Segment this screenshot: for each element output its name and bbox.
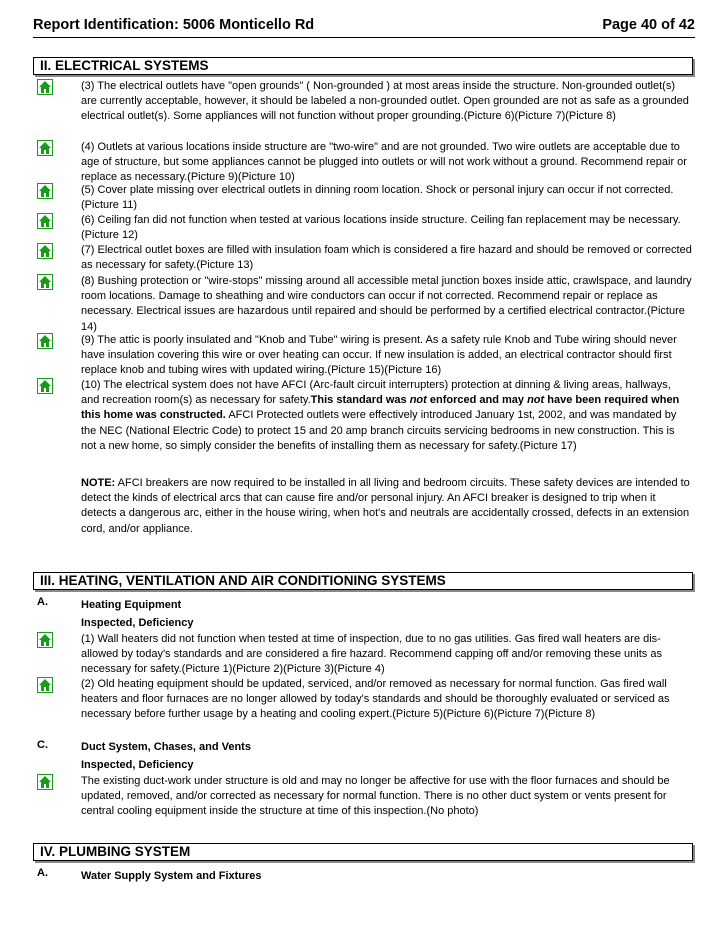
section-header-plumbing: IV. PLUMBING SYSTEM <box>33 843 693 861</box>
electrical-item-6: (6) Ceiling fan did not function when tested at various locations inside structure. Ceiling fan replacement may be necessary.(Picture 12) <box>81 214 681 242</box>
duct-status: Inspected, Deficiency <box>81 759 194 771</box>
house-icon <box>37 378 53 394</box>
house-icon <box>37 677 53 693</box>
electrical-item-4: (4) Outlets at various locations inside structure are "two-wire" and are not grounded. Two wire outlets are acceptable due to age of structure, but some appliances cannot be plugged into outlets or will not work without a ground. Recommend repair or replace as necessary.(Picture 9)(Picture 10) <box>81 141 687 184</box>
house-icon <box>37 140 53 156</box>
note-text: AFCI breakers are now required to be installed in all living and bedroom circuits. These safety devices are intended to detect the kinds of electrical arcs that can cause fire and/or personal injury. An AFCI breaker is designed to trip when it detects a dangerous arc, either in the house wiring, when hot's and neutrals are accidentally crossed, defects in an extension cord, and/or appliance. <box>81 477 690 535</box>
electrical-item-10 <box>81 378 692 454</box>
house-icon <box>37 183 53 199</box>
house-icon <box>37 243 53 259</box>
duct-item: The existing duct-work under structure is old and may no longer be affective for use with the floor furnaces and should be updated, removed, and/or corrected as necessary for normal function. There is no other duct system or vents present for central cooling equipment inside the structure at time of this inspection.(No photo) <box>81 775 670 818</box>
house-icon <box>37 774 53 790</box>
heating-status: Inspected, Deficiency <box>81 617 194 629</box>
house-icon <box>37 632 53 648</box>
section-header-hvac: III. HEATING, VENTILATION AND AIR CONDITIONING SYSTEMS <box>33 572 693 590</box>
electrical-item-9: (9) The attic is poorly insulated and "Knob and Tube" wiring is present. As a safety rule Knob and Tube wiring should never have insulation covering this wire or over heating can occur. If new insulation is added, an electrical contractor should first replace knob and tubing wires with updated wiring.(Picture 15)(Picture 16) <box>81 334 677 377</box>
heating-item-2: (2) Old heating equipment should be updated, serviced, and/or removed as necessary for normal function. Gas fired wall heaters and floor furnaces are no longer allowed by today's standards and should be thoroughly evaluated or serviced as necessary before further usage by a heating and cooling expert.(Picture 5)(Picture 6)(Picture 7)(Picture 8) <box>81 678 670 721</box>
page-number: Page 40 of 42 <box>602 17 695 33</box>
electrical-item-8: (8) Bushing protection or "wire-stops" missing around all accessible metal junction boxes inside attic, crawlspace, and laundry room locations. Damage to sheathing and wire conductors can occur if not corrected. Recommend repair or replace as necessary. Electrical issues are hazardous until repaired and should be performed by a certified electrical contractor.(Picture 14) <box>81 275 692 333</box>
electrical-item-5: (5) Cover plate missing over electrical outlets in dinning room location. Shock or personal injury can occur if not corrected.(Picture 11) <box>81 184 674 212</box>
electrical-item-7: (7) Electrical outlet boxes are filled with insulation foam which is considered a fire hazard and should be removed or corrected as necessary for safety.(Picture 13) <box>81 244 692 272</box>
section-header-electrical: II. ELECTRICAL SYSTEMS <box>33 57 693 75</box>
page-header <box>33 11 695 38</box>
item-letter-a: A. <box>37 596 48 608</box>
item10-bold: This standard was not enforced and may not have been required when this home was constructed. <box>81 394 680 422</box>
house-icon <box>37 213 53 229</box>
note-label: NOTE: <box>81 477 116 489</box>
heating-item-1: (1) Wall heaters did not function when tested at time of inspection, due to no gas utilities. Gas fired wall heaters are dis-allowed by today's standards and are considered a fire hazard. Recommend capping off and/or removing these units as necessary for safety.(Picture 1)(Picture 2)(Picture 3)(Picture 4) <box>81 633 662 676</box>
item10-text-cont: AFCI Protected outlets were effectively introduced January 1st, 2002, and was mandated by the NEC (National Electric Code) to protect 15 and 20 amp branch circuits servicing bedrooms in new construction. This is not a new home, so simply consider the benefits of installing them as necessary for safety.(Picture 17) <box>81 409 677 452</box>
heating-equipment-title: Heating Equipment <box>81 599 182 611</box>
house-icon <box>37 333 53 349</box>
house-icon <box>37 79 53 95</box>
afci-note <box>81 476 692 537</box>
electrical-item-3: (3) The electrical outlets have "open grounds" ( Non-grounded ) at most areas inside the structure. Non-grounded outlet(s) are currently acceptable, however, it should be labeled a non-grounded outlet. Open grounded are not as safe as a grounded electrical outlet(s). Some appliances will not function without proper grounding.(Picture 6)(Picture 7)(Picture 8) <box>81 80 689 123</box>
duct-system-title: Duct System, Chases, and Vents <box>81 741 251 753</box>
item10-text: (10) The electrical system does not have AFCI (Arc-fault circuit interrupters) protection at dinning & living areas, hallways, and recreation room(s) as necessary for safety. <box>81 379 671 407</box>
water-supply-title: Water Supply System and Fixtures <box>81 870 262 882</box>
item-letter-c: C. <box>37 739 48 751</box>
report-identification: Report Identification: 5006 Monticello Rd <box>33 17 315 33</box>
house-icon <box>37 274 53 290</box>
item-letter-a-plumbing: A. <box>37 867 48 879</box>
